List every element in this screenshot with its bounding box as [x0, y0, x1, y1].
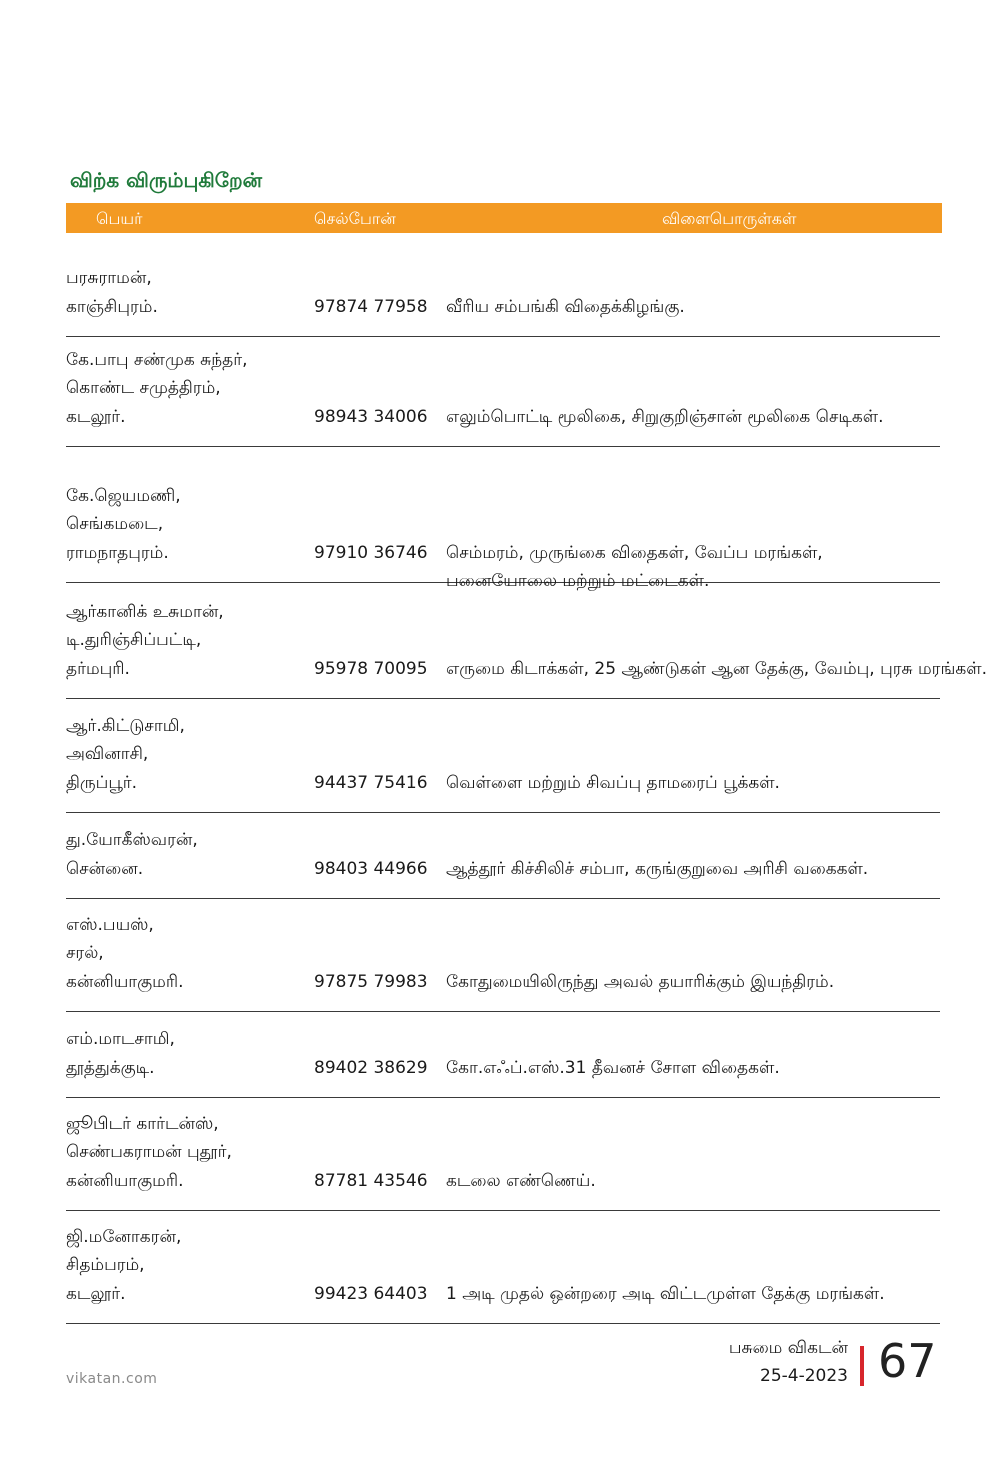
seller-name — [66, 346, 248, 432]
seller-name — [66, 598, 224, 684]
seller-name-line: செங்கமடை, — [66, 514, 164, 534]
seller-products — [446, 1167, 940, 1196]
seller-name-line: சிதம்பரம், — [66, 1255, 145, 1275]
issue-date: 25-4-2023 — [760, 1366, 848, 1386]
seller-name-line: கடலூர். — [66, 1283, 126, 1304]
magazine-name: பசுமை விகடன் — [728, 1338, 848, 1358]
seller-products — [446, 403, 940, 432]
section-title: விற்க விரும்புகிறேன் — [70, 168, 262, 192]
products-line: 1 அடி முதல் ஒன்றரை அடி விட்டமுள்ள தேக்கு மரங்கள். — [446, 1283, 885, 1304]
seller-phone: 97874 77958 — [314, 296, 428, 317]
seller-products — [446, 769, 940, 798]
seller-phone: 89402 38629 — [314, 1057, 428, 1078]
seller-phone: 97910 36746 — [314, 542, 428, 563]
products-line: வீரிய சம்பங்கி விதைக்கிழங்கு. — [446, 296, 685, 317]
seller-name — [66, 264, 158, 321]
header-name: பெயர் — [96, 209, 143, 228]
seller-name — [66, 482, 181, 568]
table-row — [66, 233, 940, 337]
products-line: ஆத்தூர் கிச்சிலிச் சம்பா, கருங்குறுவை அரிசி வகைகள். — [446, 858, 869, 879]
footer-divider — [860, 1346, 864, 1386]
seller-name — [66, 1110, 232, 1196]
seller-name — [66, 1025, 175, 1082]
seller-phone: 98943 34006 — [314, 406, 428, 427]
table-row — [66, 1097, 940, 1211]
seller-phone: 94437 75416 — [314, 772, 428, 793]
seller-name-line: சரல், — [66, 943, 104, 963]
seller-name-line: ஜூபிடர் கார்டன்ஸ், — [66, 1113, 219, 1134]
table-row — [66, 336, 940, 447]
seller-products — [446, 293, 940, 322]
seller-name-line: தூத்துக்குடி. — [66, 1057, 155, 1078]
products-line: வெள்ளை மற்றும் சிவப்பு தாமரைப் பூக்கள். — [446, 772, 780, 793]
header-phone: செல்போன் — [314, 209, 396, 228]
seller-name-line: பரசுராமன், — [66, 268, 152, 288]
seller-products — [446, 1280, 940, 1309]
seller-name-line: கடலூர். — [66, 406, 126, 427]
seller-name-line: கன்னியாகுமரி. — [66, 1170, 184, 1191]
header-products: விளைபொருள்கள் — [662, 209, 797, 228]
seller-name-line: ராமநாதபுரம். — [66, 542, 169, 563]
products-line: கோதுமையிலிருந்து அவல் தயாரிக்கும் இயந்திரம். — [446, 971, 835, 992]
seller-name-line: ஜி.மனோகரன், — [66, 1226, 182, 1247]
seller-name-line: து.யோகீஸ்வரன், — [66, 830, 198, 850]
seller-name — [66, 1223, 181, 1309]
seller-name-line: டி.துரிஞ்சிப்பட்டி, — [66, 630, 202, 650]
table-row — [66, 898, 940, 1012]
seller-name-line: கொண்ட சமுத்திரம், — [66, 378, 221, 398]
table-row — [66, 812, 940, 899]
table-row — [66, 1210, 940, 1324]
seller-phone: 87781 43546 — [314, 1170, 428, 1191]
seller-products — [446, 855, 940, 884]
seller-phone: 95978 70095 — [314, 658, 428, 679]
table-row — [66, 698, 940, 813]
seller-phone: 99423 64403 — [314, 1283, 428, 1304]
table-header — [66, 203, 942, 233]
seller-name-line: அவினாசி, — [66, 744, 149, 764]
seller-name-line: ஆர்.கிட்டுசாமி, — [66, 715, 185, 736]
seller-name-line: சென்னை. — [66, 858, 144, 879]
table-row — [66, 582, 987, 699]
seller-products — [446, 655, 987, 684]
seller-name — [66, 826, 198, 883]
table-row — [66, 1011, 940, 1098]
products-line: எருமை கிடாக்கள், 25 ஆண்டுகள் ஆன தேக்கு, வேம்பு, புரசு மரங்கள். — [446, 658, 987, 679]
products-line: கடலை எண்ணெய். — [446, 1170, 596, 1191]
seller-products — [446, 968, 940, 997]
seller-name — [66, 911, 183, 997]
seller-name-line: எஸ்.பயஸ், — [66, 914, 154, 935]
seller-name-line: காஞ்சிபுரம். — [66, 296, 158, 317]
seller-products — [446, 1054, 940, 1083]
page-number: 67 — [878, 1334, 937, 1388]
seller-name-line: கன்னியாகுமரி. — [66, 971, 184, 992]
seller-name-line: கே.பாபு சண்முக சுந்தர், — [66, 349, 248, 370]
seller-name-line: எம்.மாடசாமி, — [66, 1029, 175, 1049]
seller-name-line: ஆர்கானிக் உசுமான், — [66, 601, 224, 622]
seller-phone: 97875 79983 — [314, 971, 428, 992]
seller-phone: 98403 44966 — [314, 858, 428, 879]
products-line: கோ.எஃப்.எஸ்.31 தீவனச் சோள விதைகள். — [446, 1057, 780, 1078]
products-line: எலும்பொட்டி மூலிகை, சிறுகுறிஞ்சான் மூலிகை செடிகள். — [446, 406, 884, 427]
seller-name-line: திருப்பூர். — [66, 772, 137, 793]
products-line: செம்மரம், முருங்கை விதைகள், வேப்ப மரங்கள், — [446, 542, 823, 563]
seller-name-line: கே.ஜெயமணி, — [66, 485, 181, 506]
table-row — [66, 446, 940, 591]
products-line: பனையோலை மற்றும் மட்டைகள். — [446, 571, 710, 591]
seller-name-line: செண்பகராமன் புதூர், — [66, 1142, 232, 1162]
site-url: vikatan.com — [66, 1371, 158, 1387]
seller-name-line: தர்மபுரி. — [66, 658, 130, 679]
seller-name — [66, 712, 185, 798]
